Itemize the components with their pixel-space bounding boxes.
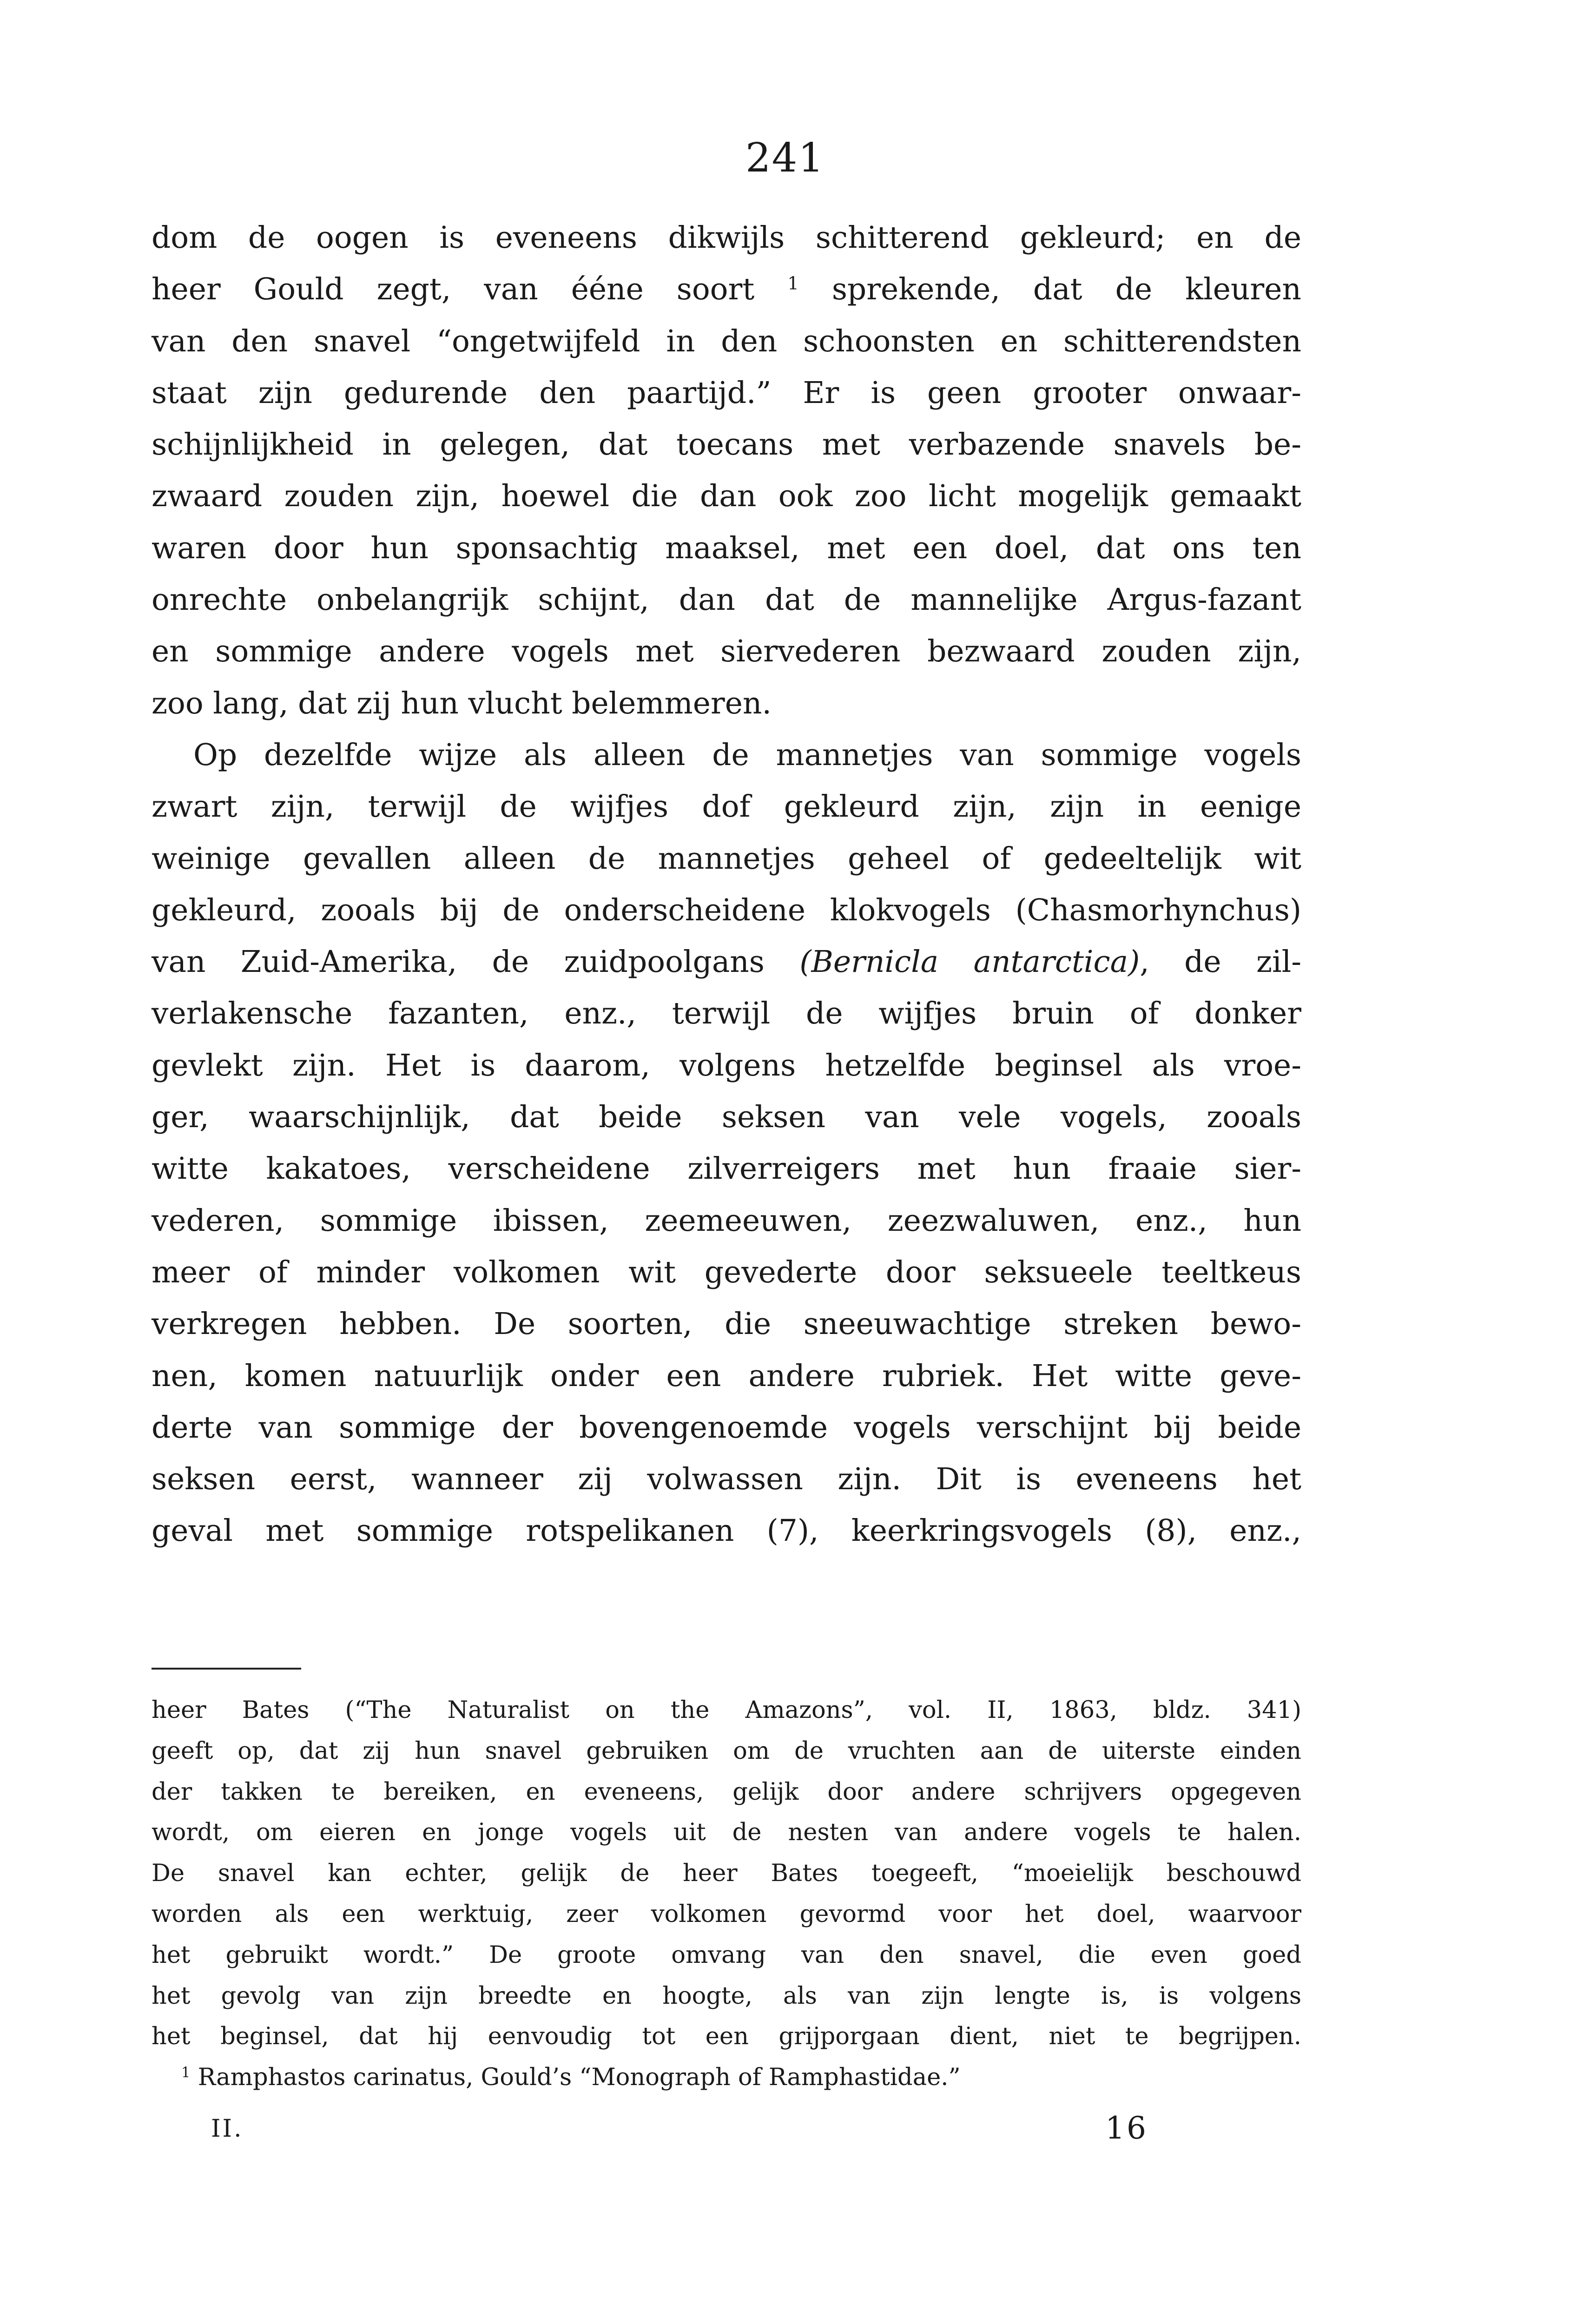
text-line: zwart zijn, terwijl de wijfjes dof gekleurd zijn, zijn in eenige [152, 789, 1301, 825]
volume-signature: II. [211, 2115, 244, 2143]
footnotes [152, 1690, 1301, 2098]
footnote-marker: 1 [181, 2065, 191, 2081]
gathering-signature: 16 [1105, 2110, 1148, 2146]
footnote-divider [152, 1668, 301, 1670]
footnote-line: wordt, om eieren en jonge vogels uit de nesten van andere vogels te halen. [152, 1819, 1301, 1847]
footnote-line: het gebruikt wordt.” De groote omvang van den snavel, die even goed [152, 1941, 1301, 1969]
text-line: seksen eerst, wanneer zij volwassen zijn. Dit is eveneens het [152, 1462, 1301, 1497]
footnote-line: der takken te bereiken, en eveneens, gelijk door andere schrijvers opgegeven [152, 1778, 1301, 1806]
footnote-1-text: Ramphastos carinatus, Gould’s “Monograph of Ramphastidae.” [198, 2064, 961, 2092]
signature-row [152, 2110, 1301, 2157]
text-line: dom de oogen is eveneens dikwijls schitterend gekleurd; en de [152, 220, 1301, 255]
text-line: weinige gevallen alleen de mannetjes geheel of gedeeltelijk wit [152, 841, 1301, 876]
text-line [152, 936, 1301, 988]
text-segment: heer Gould zegt, van ééne soort [152, 272, 755, 307]
text-line: verlakensche fazanten, enz., terwijl de wijfjes bruin of donker [152, 996, 1301, 1031]
text-line [152, 264, 1301, 315]
text-line: waren door hun sponsachtig maaksel, met een doel, dat ons ten [152, 530, 1301, 566]
text-segment: sprekende, dat de kleuren [831, 272, 1301, 307]
footnote-1 [152, 2057, 1301, 2098]
footnote-line: het gevolg van zijn breedte en hoogte, als van zijn lengte is, is volgens [152, 1982, 1301, 2010]
main-text [152, 212, 1301, 1557]
text-line: verkregen hebben. De soorten, die sneeuwachtige streken bewo- [152, 1307, 1301, 1342]
footnote-line: het beginsel, dat hij eenvoudig tot een grijporgaan dient, niet te begrijpen. [152, 2023, 1301, 2051]
text-line: zoo lang, dat zij hun vlucht belemmeren. [152, 686, 772, 721]
text-line: staat zijn gedurende den paartijd.” Er is geen grooter onwaar- [152, 375, 1301, 410]
text-line: nen, komen natuurlijk onder een andere rubriek. Het witte geve- [152, 1358, 1301, 1393]
text-segment: , de zil- [1140, 944, 1301, 980]
footnote-line: worden als een werktuig, zeer volkomen gevormd voor het doel, waarvoor [152, 1900, 1301, 1928]
text-line: vederen, sommige ibissen, zeemeeuwen, zeezwaluwen, enz., hun [152, 1203, 1301, 1238]
text-line: en sommige andere vogels met siervederen bezwaard zouden zijn, [152, 634, 1301, 669]
text-line: ger, waarschijnlijk, dat beide seksen van vele vogels, zooals [152, 1100, 1301, 1135]
italic-species-name: (Bernicla antarctica) [799, 944, 1140, 980]
text-line: Op dezelfde wijze als alleen de mannetjes van sommige vogels [193, 737, 1301, 772]
text-line: gevlekt zijn. Het is daarom, volgens hetzelfde beginsel als vroe- [152, 1048, 1301, 1083]
text-line: zwaard zouden zijn, hoewel die dan ook zoo licht mogelijk gemaakt [152, 479, 1301, 514]
footnote-line: geeft op, dat zij hun snavel gebruiken om de vruchten aan de uiterste einden [152, 1737, 1301, 1765]
text-line: schijnlijkheid in gelegen, dat toecans met verbazende snavels be- [152, 427, 1301, 462]
text-line: gekleurd, zooals bij de onderscheidene klokvogels (Chasmorhynchus) [152, 892, 1301, 928]
footnote-line: heer Bates (“The Naturalist on the Amazons”, vol. II, 1863, bldz. 341) [152, 1697, 1301, 1724]
page-number: 241 [745, 135, 825, 181]
footnote-reference: 1 [787, 273, 799, 295]
text-line: van den snavel “ongetwijfeld in den schoonsten en schitterendsten [152, 324, 1301, 359]
text-line: geval met sommige rotspelikanen (7), keerkringsvogels (8), enz., [152, 1513, 1301, 1549]
footnote-line: De snavel kan echter, gelijk de heer Bates toegeeft, “moeielijk beschouwd [152, 1860, 1301, 1888]
text-line: onrechte onbelangrijk schijnt, dan dat de mannelijke Argus-fazant [152, 582, 1301, 618]
text-line: meer of minder volkomen wit gevederte door seksueele teeltkeus [152, 1254, 1301, 1290]
text-line: derte van sommige der bovengenoemde vogels verschijnt bij beide [152, 1410, 1301, 1445]
text-line: witte kakatoes, verscheidene zilverreigers met hun fraaie sier- [152, 1151, 1301, 1187]
text-segment: van Zuid-Amerika, de zuidpoolgans [152, 944, 765, 980]
